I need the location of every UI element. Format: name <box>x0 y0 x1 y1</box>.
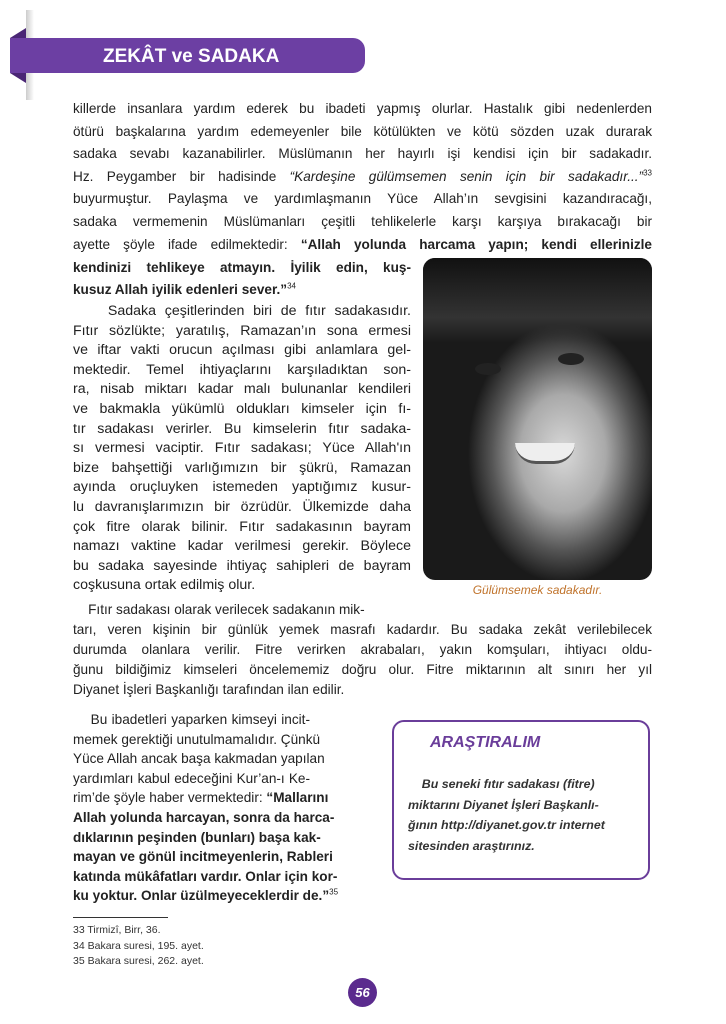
footnote: 33 Tirmizî, Birr, 36. <box>73 924 161 936</box>
text-line <box>73 886 339 906</box>
text-line: tarı, veren kişinin bir günlük yemek masrafı kadardır. Bu sadaka zekât verilebilecek <box>73 622 652 637</box>
text-segment: katında mükâfatları vardır. Onlar için kor- <box>73 868 338 884</box>
text-line: sı vermesi vaciptir. Fıtır sadakası; Yüce Allah'ın <box>73 440 411 457</box>
photo-eye <box>558 353 584 365</box>
text-line <box>73 121 652 144</box>
fitr-paragraph <box>73 302 411 596</box>
text-line: Fıtır sadakası olarak verilecek sadakanın mik- <box>73 602 365 617</box>
text-segment: Allah yolunda harcayan, sonra da harca- <box>73 809 335 825</box>
text-line: mektedir. Temel ihtiyaçlarını karşıladıktan son- <box>73 361 411 378</box>
text-line <box>73 143 652 166</box>
text-line: Fıtır sözlükte; yaratılış, Ramazan’ın sona ermesi <box>73 322 411 339</box>
text-segment: ötürü başkalarına yardım edemeyenler bile kötülükten ve kötü sözden uzak durarak <box>73 123 652 139</box>
text-line: ve iftar vakti orucun açılması gibi anlamlara gel- <box>73 342 411 359</box>
text-segment: kusuz Allah iyilik edenleri sever.” <box>73 281 288 297</box>
text-segment: Hz. Peygamber bir hadisinde <box>73 168 290 184</box>
header-fold <box>10 73 26 83</box>
text-line <box>73 188 652 211</box>
text-line: coşkusuna ortak edilmiş olur. <box>73 577 256 594</box>
text-line: lu davranışlarımızın bir özrüdür. Ülkemizde daha <box>73 498 411 515</box>
text-line: ğunu bildiğimiz kimseleri öncelememiz doğru olur. Fitre miktarının alt sınırı her yıl <box>73 662 652 677</box>
footnote-ref: 35 <box>329 887 339 897</box>
text-line: ğının http://diyanet.gov.tr internet <box>408 818 605 832</box>
text-segment: kendinizi tehlikeye atmayın. İyilik edin, kuş- <box>73 260 411 275</box>
intro-paragraph-tail <box>73 257 411 300</box>
text-line: Bu seneki fıtır sadakası (fitre) <box>408 777 595 791</box>
text-line <box>73 710 310 730</box>
header-fold <box>10 28 26 38</box>
text-line: Diyanet İşleri Başkanlığı tarafından ilan edilir. <box>73 682 345 697</box>
footnote-ref: 33 <box>643 168 652 178</box>
text-line <box>73 279 411 301</box>
text-line: ayında oruçluyken istemeden yaptığımız kusur- <box>73 479 411 496</box>
text-line <box>73 828 321 848</box>
text-line: bize bahşettiği varlığımızın bir şükrü, Ramazan <box>73 459 411 476</box>
text-line: bu sadaka sayesinde ihtiyaç sahipleri de bayram <box>73 557 411 574</box>
text-segment: sadaka vermemenin Müslümanları çeşitli tehlikelerle karşı karşıya bırakacağı bir <box>73 213 652 229</box>
research-body <box>408 774 634 856</box>
chapter-title: ZEKÂT ve SADAKA <box>103 46 280 67</box>
fitr-amount-paragraph <box>73 600 652 700</box>
research-box <box>392 720 650 880</box>
text-line: çok fitre olarak bilinir. Fıtır sadakasının bayram <box>73 518 411 535</box>
text-segment: “Allah yolunda harcama yapın; kendi ellerinizle <box>300 236 652 252</box>
text-segment: rim’de şöyle haber vermektedir: <box>73 790 267 806</box>
text-segment: dıklarının peşinden (bunları) başa kak- <box>73 829 321 845</box>
text-line: durumda olanlara verilir. Fitre verirken akrabaları, yakın komşuları, ihtiyacı oldu- <box>73 642 652 657</box>
footnote: 34 Bakara suresi, 195. ayet. <box>73 939 204 952</box>
footnote-ref: 34 <box>287 280 296 290</box>
text-line <box>73 847 333 867</box>
text-line <box>73 749 325 769</box>
footnote-divider <box>73 917 168 918</box>
quran-paragraph <box>73 710 339 906</box>
text-segment: sadaka sevabı kazanabilirler. Müslümanın her hayırlı işi kendisi için bir sadakadır. <box>73 146 652 162</box>
text-line <box>73 98 652 121</box>
text-line: namazı vaktine kadar verilmesi gerekir. Böylece <box>73 538 411 555</box>
text-segment: “Mallarını <box>266 790 329 806</box>
photo-smile <box>515 443 575 464</box>
text-line <box>73 808 335 828</box>
text-line: ve bakmakla yükümlü oldukları kimseler için fı- <box>73 400 411 417</box>
text-segment: “Kardeşine gülümsemen senin için bir sadakadır...” <box>289 168 644 184</box>
text-segment: buyurmuştur. Paylaşma ve yardımlaşmanın Yüce Allah’ın sevgisini kazandıracağı, <box>73 191 652 207</box>
smiling-child-photo <box>423 258 652 580</box>
footnotes <box>73 923 204 970</box>
text-line: miktarını Diyanet İşleri Başkanlı- <box>408 797 599 812</box>
footnote: 35 Bakara suresi, 262. ayet. <box>73 955 204 967</box>
intro-paragraph <box>73 98 652 256</box>
text-line <box>73 234 652 257</box>
text-segment: yardımları kabul edeceğini Kur’an-ı Ke- <box>73 770 310 786</box>
text-segment: ku yoktur. Onlar üzülmeyeceklerdir de.” <box>73 888 330 904</box>
text-segment: Bu ibadetleri yaparken kimseyi incit- <box>73 712 310 727</box>
text-line <box>73 166 652 189</box>
text-segment: killerde insanlara yardım ederek bu ibadeti yapmış olurlar. Hastalık gibi nedenlerden <box>73 101 652 116</box>
text-line <box>73 867 338 887</box>
text-line <box>73 730 321 750</box>
research-title: ARAŞTIRALIM <box>430 734 541 751</box>
text-line <box>73 788 329 808</box>
text-line: tır sadakası verirler. Bu kimselerin fıtır sadaka- <box>73 420 411 437</box>
text-line: Sadaka çeşitlerinden biri de fıtır sadakasıdır. <box>73 303 411 319</box>
text-line <box>73 257 411 279</box>
text-segment: mayan ve gönül incitmeyenlerin, Rableri <box>73 849 333 865</box>
text-segment: Yüce Allah ancak başa kakmadan yapılan <box>73 751 325 767</box>
photo-hair <box>423 258 652 343</box>
text-line <box>73 211 652 234</box>
text-segment: memek gerektiği unutulmamalıdır. Çünkü <box>73 731 321 747</box>
photo-eye <box>475 363 501 375</box>
text-line: sitesinden araştırınız. <box>408 838 535 853</box>
text-segment: ayette şöyle ifade edilmektedir: <box>73 236 301 252</box>
page-number: 56 <box>348 978 377 1007</box>
photo-caption: Gülümsemek sadakadır. <box>472 583 603 597</box>
text-line <box>73 769 310 789</box>
text-line: ra, nisab miktarı kadar malı bulunanlar kendileri <box>73 381 411 398</box>
